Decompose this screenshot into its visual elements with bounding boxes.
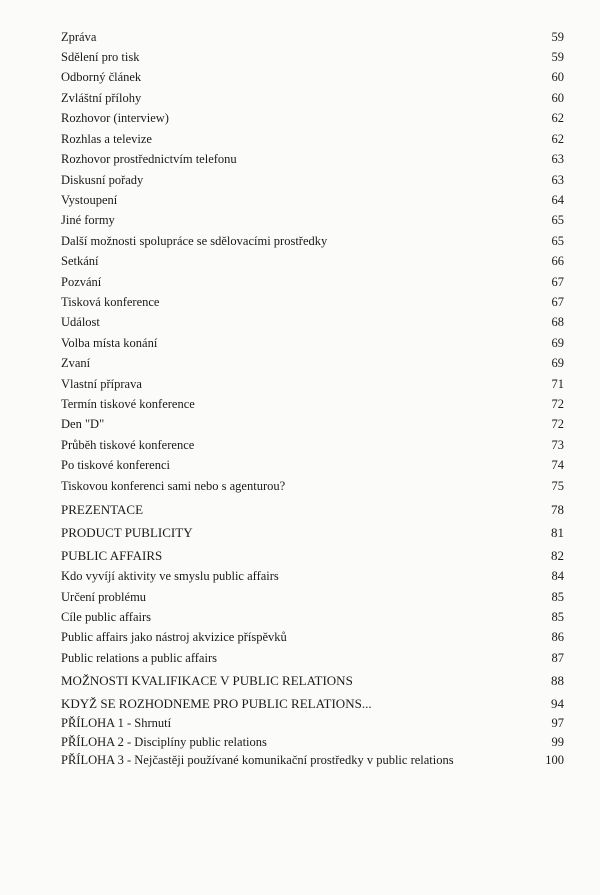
toc-entry-page: 64 <box>551 193 564 207</box>
toc-entry <box>61 336 564 356</box>
toc-entry <box>61 525 564 545</box>
toc-entry <box>61 479 564 499</box>
toc-entry-page: 100 <box>545 753 564 767</box>
toc-entry-title: Pozvání <box>61 275 102 289</box>
toc-entry-title: Zpráva <box>61 30 97 44</box>
toc-entry-title: Rozhlas a televize <box>61 132 152 146</box>
toc-entry-title: Událost <box>61 315 100 329</box>
toc-entry-page: 62 <box>551 132 564 146</box>
toc-entry <box>61 152 564 172</box>
toc-entry <box>61 295 564 315</box>
toc-entry-title: Další možnosti spolupráce se sdělovacími prostředky <box>61 234 328 248</box>
toc-entry-page: 60 <box>551 91 564 105</box>
toc-entry <box>61 356 564 376</box>
toc-entry-title: Setkání <box>61 254 99 268</box>
toc-entry <box>61 630 564 650</box>
toc-entry-title: Po tiskové konferenci <box>61 458 171 472</box>
toc-entry-title: MOŽNOSTI KVALIFIKACE V PUBLIC RELATIONS <box>61 673 353 688</box>
toc-entry <box>61 502 564 522</box>
toc-entry-title: PUBLIC AFFAIRS <box>61 548 163 563</box>
toc-entry <box>61 275 564 295</box>
toc-entry-title: Volba místa konání <box>61 336 158 350</box>
toc-entry <box>61 673 564 693</box>
toc-entry-title: Tiskovou konferenci sami nebo s agenturou? <box>61 479 286 493</box>
toc-entry-title: PREZENTACE <box>61 502 144 517</box>
toc-entry <box>61 716 564 736</box>
toc-entry <box>61 735 564 755</box>
toc-entry <box>61 193 564 213</box>
toc-entry <box>61 377 564 397</box>
toc-entry-page: 87 <box>551 651 564 665</box>
toc-entry-page: 66 <box>551 254 564 268</box>
toc-entry <box>61 132 564 152</box>
toc-entry-title: PŘÍLOHA 2 - Disciplíny public relations <box>61 735 267 749</box>
toc-entry <box>61 70 564 90</box>
toc-entry-title: Zvaní <box>61 356 91 370</box>
toc-entry <box>61 590 564 610</box>
toc-entry-page: 85 <box>551 610 564 624</box>
toc-entry-page: 81 <box>551 525 564 540</box>
toc-entry <box>61 397 564 417</box>
toc-entry-title: Sdělení pro tisk <box>61 50 140 64</box>
toc-entry-title: Průběh tiskové konference <box>61 438 195 452</box>
toc-entry-page: 69 <box>551 336 564 350</box>
toc-entry-page: 65 <box>551 234 564 248</box>
toc-entry <box>61 651 564 671</box>
toc-entry-title: Den "D" <box>61 417 105 431</box>
toc-entry-page: 72 <box>551 417 564 431</box>
toc-entry <box>61 111 564 131</box>
toc-entry-page: 74 <box>551 458 564 472</box>
toc-entry <box>61 234 564 254</box>
toc-entry-title: Diskusní pořady <box>61 173 144 187</box>
toc-entry <box>61 753 564 773</box>
toc-entry <box>61 254 564 274</box>
toc-entry-page: 62 <box>551 111 564 125</box>
toc-entry-title: KDYŽ SE ROZHODNEME PRO PUBLIC RELATIONS... <box>61 696 372 711</box>
toc-entry-page: 68 <box>551 315 564 329</box>
toc-entry-page: 94 <box>551 696 564 711</box>
toc-entry <box>61 30 564 50</box>
toc-entry-title: Termín tiskové konference <box>61 397 195 411</box>
toc-entry <box>61 438 564 458</box>
toc-entry <box>61 548 564 568</box>
toc-entry <box>61 696 564 716</box>
toc-entry-title: Rozhovor (interview) <box>61 111 169 125</box>
toc-entry <box>61 173 564 193</box>
toc-entry <box>61 569 564 589</box>
toc-entry <box>61 417 564 437</box>
toc-entry-title: Public relations a public affairs <box>61 651 217 665</box>
toc-entry-page: 67 <box>551 275 564 289</box>
toc-entry-page: 60 <box>551 70 564 84</box>
toc-entry-page: 73 <box>551 438 564 452</box>
toc-entry-title: Vlastní příprava <box>61 377 142 391</box>
toc-entry-page: 75 <box>551 479 564 493</box>
toc-entry-page: 78 <box>551 502 564 517</box>
toc-entry-title: PŘÍLOHA 1 - Shrnutí <box>61 716 172 730</box>
toc-entry-title: Public affairs jako nástroj akvizice příspěvků <box>61 630 287 644</box>
toc-entry-title: PŘÍLOHA 3 - Nejčastěji používané komunikační prostředky v public relations <box>61 753 454 767</box>
toc-entry <box>61 610 564 630</box>
toc-entry-page: 97 <box>551 716 564 730</box>
toc-entry-page: 72 <box>551 397 564 411</box>
toc-entry-page: 99 <box>551 735 564 749</box>
toc-entry-page: 59 <box>551 30 564 44</box>
toc-entry-title: Jiné formy <box>61 213 115 227</box>
toc-entry-title: Rozhovor prostřednictvím telefonu <box>61 152 237 166</box>
toc-entry-title: Cíle public affairs <box>61 610 152 624</box>
toc-entry-title: Odborný článek <box>61 70 142 84</box>
toc-entry-page: 85 <box>551 590 564 604</box>
toc-entry-title: Vystoupení <box>61 193 118 207</box>
toc-entry-page: 88 <box>551 673 564 688</box>
toc-entry-page: 67 <box>551 295 564 309</box>
toc-entry-page: 59 <box>551 50 564 64</box>
toc-entry <box>61 213 564 233</box>
toc-entry-page: 63 <box>551 173 564 187</box>
toc-entry-page: 82 <box>551 548 564 563</box>
toc-entry <box>61 315 564 335</box>
toc-entry <box>61 91 564 111</box>
toc-entry-title: PRODUCT PUBLICITY <box>61 525 193 540</box>
toc-entry-page: 63 <box>551 152 564 166</box>
toc-entry-page: 71 <box>551 377 564 391</box>
toc-entry-title: Kdo vyvíjí aktivity ve smyslu public affairs <box>61 569 279 583</box>
toc-entry <box>61 50 564 70</box>
toc-entry-title: Tisková konference <box>61 295 160 309</box>
toc-entry-page: 69 <box>551 356 564 370</box>
toc-entry-page: 65 <box>551 213 564 227</box>
toc-entry-title: Zvláštní přílohy <box>61 91 142 105</box>
toc-entry-page: 86 <box>551 630 564 644</box>
toc-entry <box>61 458 564 478</box>
toc-entry-title: Určení problému <box>61 590 147 604</box>
toc-entry-page: 84 <box>551 569 564 583</box>
